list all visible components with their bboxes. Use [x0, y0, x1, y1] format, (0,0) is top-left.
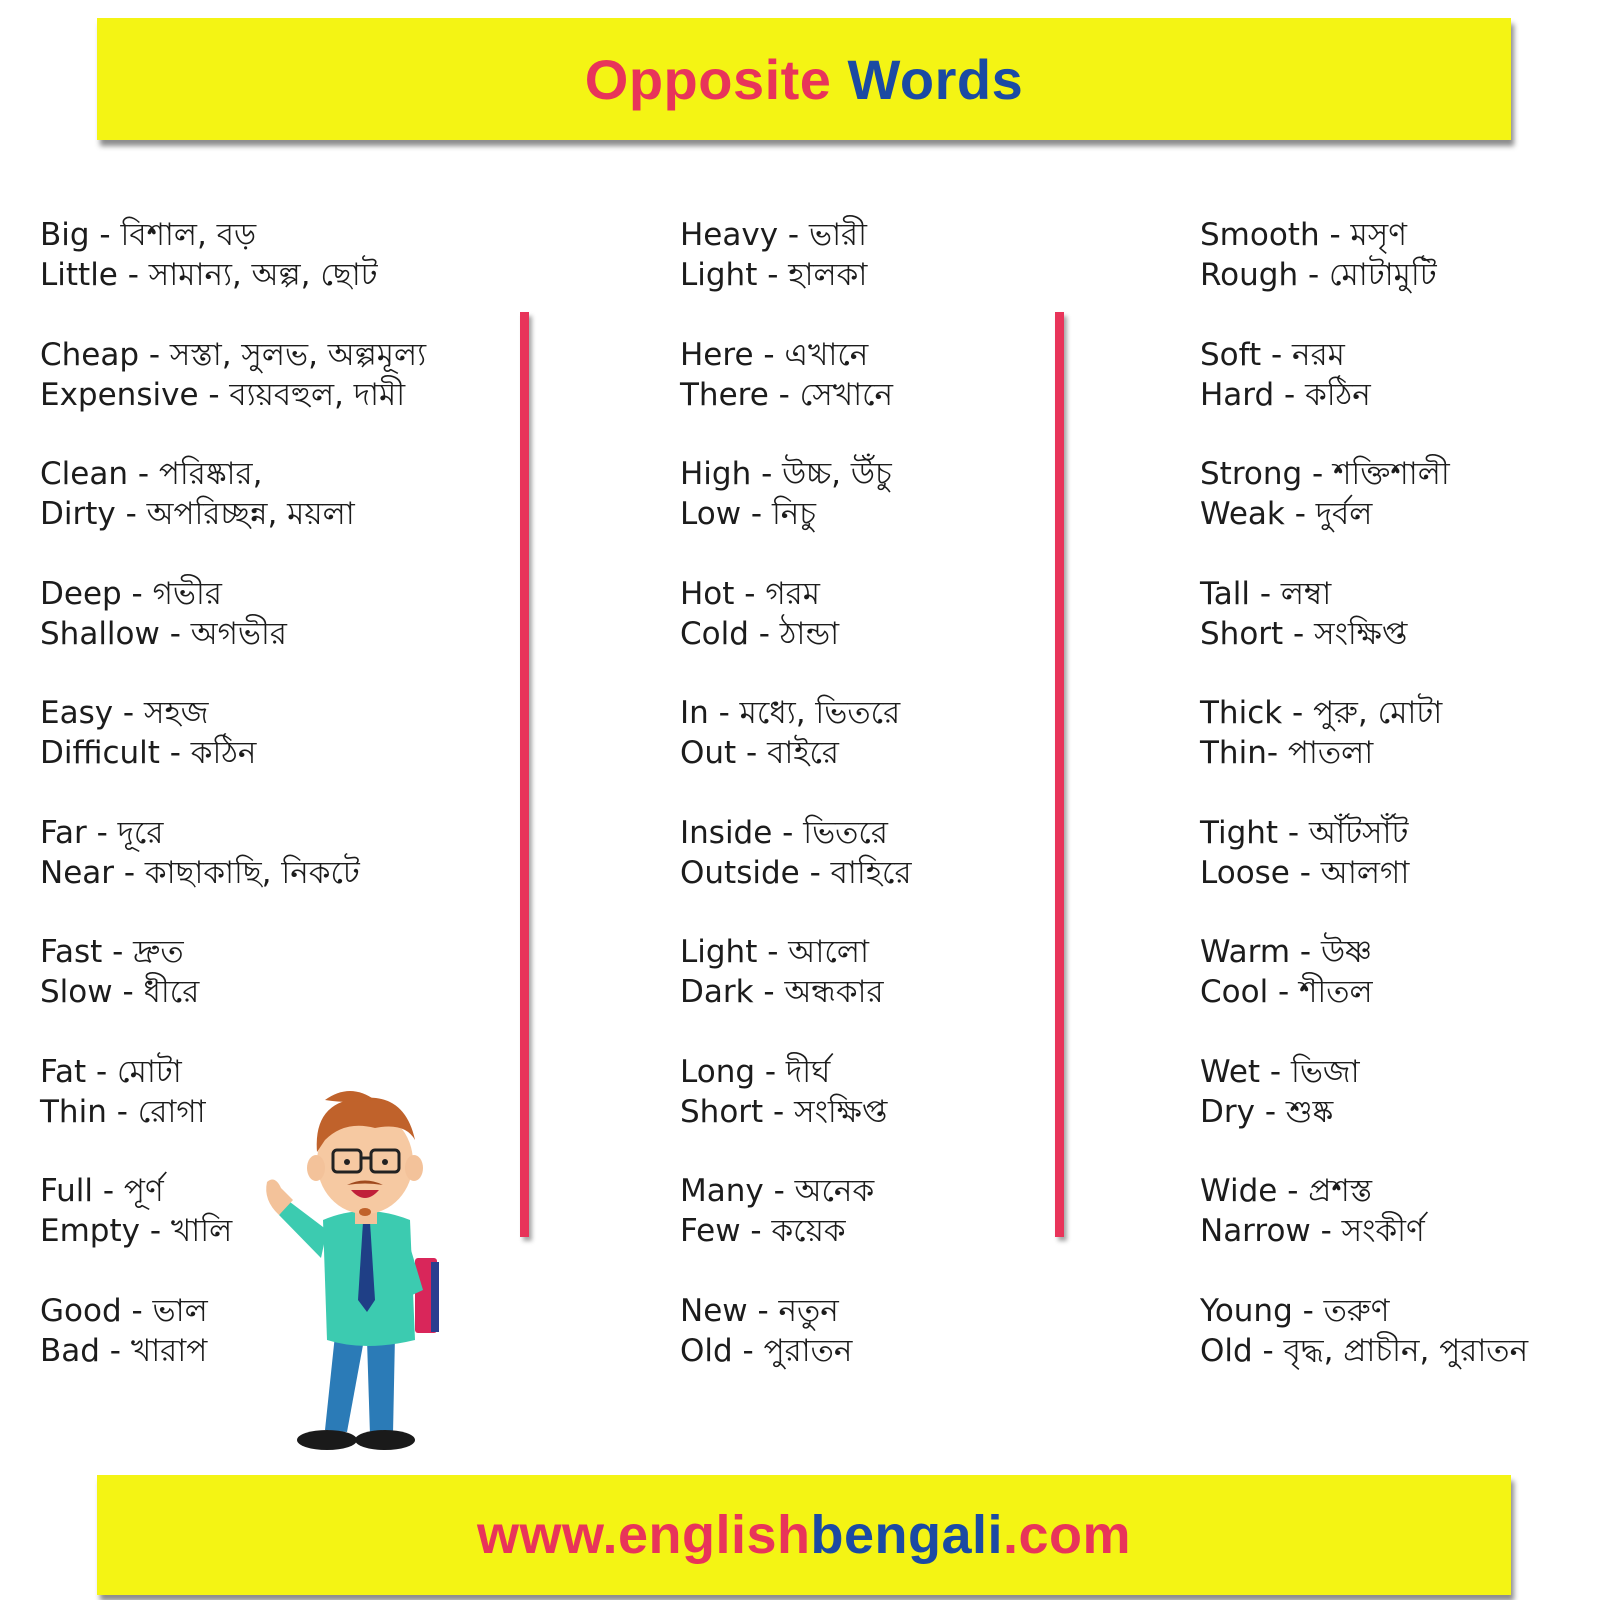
- word-line: Cheap - সস্তা, সুলভ, অল্পমূল্য: [40, 336, 427, 373]
- website-link[interactable]: [477, 1504, 1131, 1566]
- word-line: In - মধ্যে, ভিতরে: [680, 695, 901, 731]
- word-line: Heavy - ভারী: [680, 217, 867, 253]
- word-pair: [1200, 693, 1528, 813]
- title-part-words: Words: [847, 47, 1024, 111]
- opposite-line: Cold - ঠান্ডা: [680, 615, 840, 652]
- opposite-line: There - সেখানে: [680, 376, 894, 413]
- title-part-opposite: Opposite: [584, 47, 832, 111]
- opposite-line: Cool - শীতল: [1200, 974, 1373, 1010]
- word-line: Far - দূরে: [40, 814, 164, 851]
- word-line: Many - অনেক: [680, 1173, 875, 1209]
- opposite-line: Difficult - কঠিন: [40, 735, 257, 771]
- footer-banner: [97, 1475, 1511, 1595]
- opposite-line: Narrow - সংকীর্ণ: [1200, 1213, 1425, 1249]
- word-pair: [680, 693, 912, 813]
- word-line: Inside - ভিতরে: [680, 814, 888, 851]
- word-line: Hot - গরম: [680, 575, 820, 612]
- word-pair: [680, 1171, 912, 1291]
- word-pair: [680, 813, 912, 933]
- opposite-line: Short - সংক্ষিপ্ত: [680, 1093, 888, 1130]
- opposite-line: Dry - শুষ্ক: [1200, 1093, 1334, 1130]
- opposite-line: Old - পুরাতন: [680, 1332, 853, 1369]
- word-pair: [680, 454, 912, 574]
- word-pair: [40, 932, 426, 1052]
- word-pair: [40, 215, 426, 335]
- opposite-line: Bad - খারাপ: [40, 1332, 208, 1369]
- word-pair: [40, 693, 426, 813]
- opposite-line: Little - সামান্য, অল্প, ছোট: [40, 257, 378, 293]
- opposite-line: Outside - বাহিরে: [680, 854, 912, 891]
- word-column-3: [1200, 215, 1528, 1410]
- word-column-2: [680, 215, 912, 1410]
- word-line: Smooth - মসৃণ: [1200, 217, 1407, 253]
- word-pair: [680, 215, 912, 335]
- opposite-line: Light - হালকা: [680, 257, 868, 293]
- word-line: Clean - পরিষ্কার,: [40, 456, 263, 492]
- word-pair: [1200, 574, 1528, 694]
- word-line: Fat - মোটা: [40, 1053, 182, 1090]
- url-part-com: .com: [1003, 1505, 1132, 1565]
- opposite-line: Expensive - ব্যয়বহুল, দামী: [40, 376, 406, 413]
- opposite-line: Dark - অন্ধকার: [680, 974, 884, 1010]
- opposite-line: Thin - রোগা: [40, 1093, 206, 1130]
- word-line: Light - আলো: [680, 934, 869, 970]
- word-line: Tall - লম্বা: [1200, 575, 1332, 612]
- word-pair: [1200, 1291, 1528, 1411]
- word-pair: [680, 1291, 912, 1411]
- word-line: Here - এখানে: [680, 336, 869, 373]
- word-pair: [680, 932, 912, 1052]
- word-line: Fast - দ্রুত: [40, 934, 184, 970]
- word-line: Warm - উষ্ণ: [1200, 934, 1373, 970]
- word-line: Full - পূর্ণ: [40, 1173, 164, 1209]
- opposite-line: Shallow - অগভীর: [40, 615, 287, 652]
- word-pair: [1200, 454, 1528, 574]
- opposite-line: Old - বৃদ্ধ, প্রাচীন, পুরাতন: [1200, 1332, 1529, 1369]
- word-pair: [680, 574, 912, 694]
- opposite-line: Short - সংক্ষিপ্ত: [1200, 615, 1408, 652]
- word-line: Wet - ভিজা: [1200, 1053, 1360, 1090]
- word-line: Easy - সহজ: [40, 695, 209, 731]
- word-line: Soft - নরম: [1200, 336, 1345, 373]
- word-pair: [40, 335, 426, 455]
- word-pair: [1200, 813, 1528, 933]
- word-pair: [680, 335, 912, 455]
- opposite-line: Low - নিচু: [680, 496, 817, 532]
- word-line: Deep - গভীর: [40, 575, 222, 612]
- word-pair: [40, 454, 426, 574]
- word-line: High - উচ্চ, উঁচু: [680, 456, 892, 492]
- url-part-bengali: bengali: [810, 1505, 1004, 1565]
- opposite-line: Loose - আলগা: [1200, 854, 1410, 891]
- word-line: Good - ভাল: [40, 1292, 208, 1329]
- word-line: Young - তরুণ: [1200, 1292, 1390, 1329]
- opposite-line: Hard - কঠিন: [1200, 376, 1371, 413]
- column-divider-right: [1055, 312, 1064, 1237]
- word-line: Thick - পুরু, মোটা: [1200, 695, 1443, 731]
- opposite-line: Out - বাইরে: [680, 735, 839, 771]
- word-pair: [1200, 1052, 1528, 1172]
- opposite-line: Few - কয়েক: [680, 1213, 846, 1249]
- word-pair: [1200, 335, 1528, 455]
- opposite-line: Empty - খালি: [40, 1213, 233, 1249]
- url-part-english: www.english: [476, 1505, 811, 1565]
- header-banner: [97, 18, 1511, 140]
- opposite-line: Thin- পাতলা: [1200, 735, 1374, 771]
- word-pair: [1200, 1171, 1528, 1291]
- word-pair: [680, 1052, 912, 1172]
- word-line: Long - দীর্ঘ: [680, 1053, 831, 1090]
- opposite-line: Slow - ধীরে: [40, 974, 200, 1010]
- teacher-cartoon-icon: [255, 1090, 465, 1480]
- word-pair: [40, 813, 426, 933]
- word-line: New - নতুন: [680, 1292, 839, 1329]
- word-pair: [1200, 215, 1528, 335]
- word-line: Big - বিশাল, বড়: [40, 217, 257, 253]
- opposite-line: Dirty - অপরিচ্ছন্ন, ময়লা: [40, 496, 355, 532]
- opposite-line: Rough - মোটামুটি: [1200, 257, 1437, 293]
- word-line: Wide - প্রশস্ত: [1200, 1173, 1373, 1209]
- word-pair: [1200, 932, 1528, 1052]
- word-line: Tight - আঁটসাঁট: [1200, 814, 1409, 851]
- page-title: [585, 47, 1023, 112]
- word-pair: [40, 574, 426, 694]
- word-line: Strong - শক্তিশালী: [1200, 456, 1450, 492]
- opposite-line: Weak - দুর্বল: [1200, 496, 1373, 532]
- opposite-line: Near - কাছাকাছি, নিকটে: [40, 854, 360, 891]
- column-divider-left: [520, 312, 529, 1237]
